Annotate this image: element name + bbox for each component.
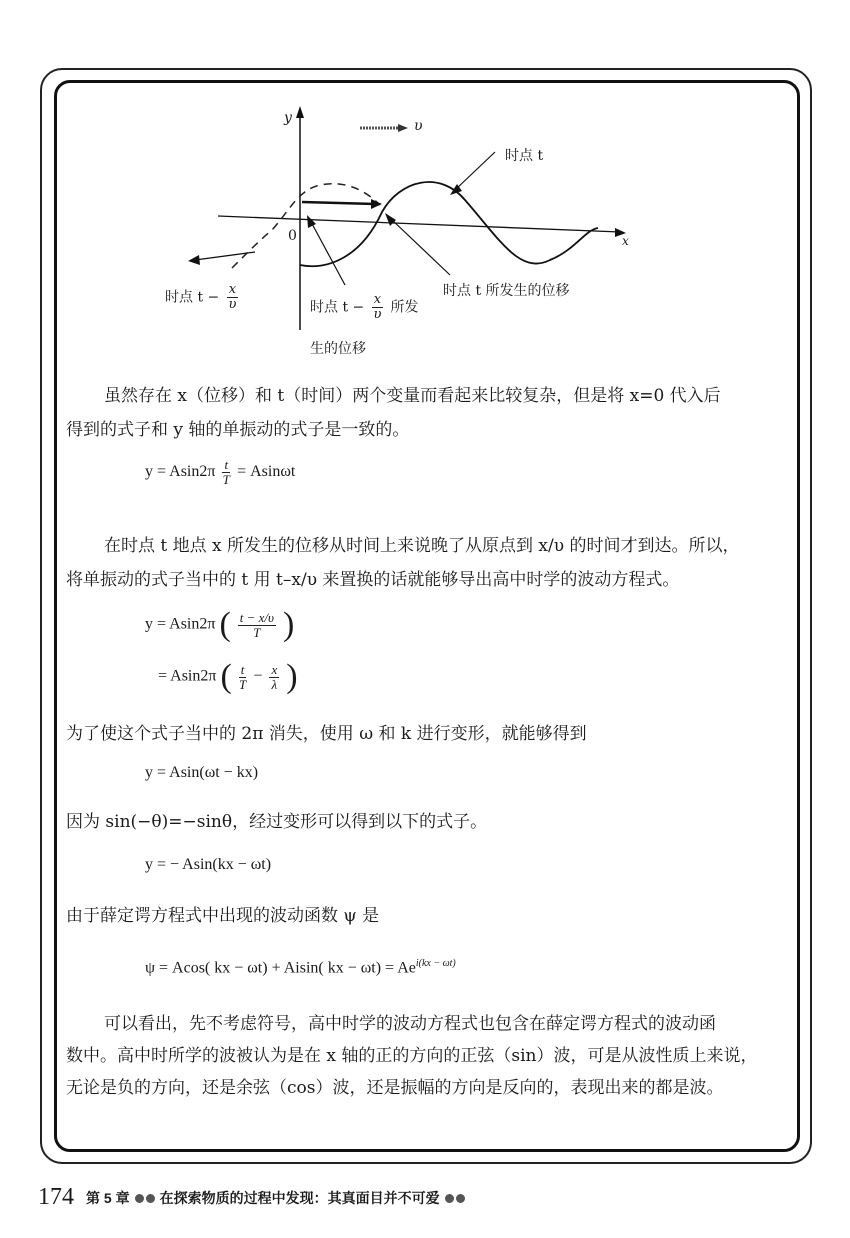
fraction-x-over-v-left bbox=[227, 283, 238, 312]
chapter-prefix: 第 5 章 bbox=[86, 1189, 130, 1206]
origin-label: 0 bbox=[288, 228, 297, 244]
shift-arrow bbox=[302, 202, 375, 204]
eq3-lhs: = Asin2π bbox=[158, 667, 217, 685]
chapter-title: 在探索物质的过程中发现：其真面目并不可爱 bbox=[159, 1189, 440, 1206]
pointer-shift-mid-head bbox=[307, 215, 316, 228]
label-time-shift-mid-text: 时点 t − bbox=[310, 299, 365, 316]
eq3-fraction-2 bbox=[269, 663, 279, 692]
eq1-lhs: y = Asin2π bbox=[145, 463, 216, 481]
shift-arrowhead bbox=[371, 199, 382, 209]
eq1-frac-den: T bbox=[222, 472, 230, 487]
eq6-main: ψ = Acos( kx − ωt) + Aisin( kx − ωt) = Ae bbox=[145, 959, 416, 977]
wave-curve-time-t bbox=[300, 182, 598, 266]
velocity-arrowhead bbox=[398, 124, 408, 132]
eq3-close-paren: ) bbox=[286, 658, 298, 695]
wave-curve-shifted bbox=[232, 184, 380, 268]
frac-den-mid: υ bbox=[373, 307, 382, 322]
left-arrowhead bbox=[188, 255, 200, 265]
equation-5: y = − Asin(kx − ωt) bbox=[145, 856, 272, 873]
paragraph-3: 为了使这个式子当中的 2π 消失，使用 ω 和 k 进行变形，就能够得到 bbox=[66, 724, 587, 744]
eq3-open-paren: ( bbox=[220, 658, 232, 695]
page-footer bbox=[38, 1184, 466, 1211]
velocity-label: υ bbox=[414, 118, 423, 134]
eq1-frac-num: t bbox=[224, 457, 229, 472]
x-axis bbox=[218, 216, 620, 232]
label-time-shift-mid bbox=[310, 293, 419, 322]
paragraph-2-line-1: 在时点 t 地点 x 所发生的位移从时间上来说晚了从原点到 x/υ 的时间才到达。所以， bbox=[104, 536, 740, 556]
paragraph-5: 由于薛定谔方程式中出现的波动函数 ψ 是 bbox=[66, 906, 380, 926]
paragraph-6-line-2: 数中。高中时所学的波被认为是在 x 轴的正的方向的正弦（sin）波，可是从波性质上来说， bbox=[66, 1046, 758, 1066]
pointer-shift-mid bbox=[310, 220, 345, 285]
eq3-frac2-num: x bbox=[271, 661, 278, 677]
left-arrow bbox=[195, 252, 255, 260]
eq2-frac-num: t − x/υ bbox=[239, 609, 275, 625]
eq3-frac2-den: λ bbox=[271, 676, 278, 692]
paragraph-1-line-1: 虽然存在 x（位移）和 t（时间）两个变量而看起来比较复杂，但是将 x=0 代入后 bbox=[104, 386, 721, 406]
pointer-displacement-head bbox=[385, 213, 396, 226]
eq2-lhs: y = Asin2π bbox=[145, 615, 216, 633]
eq2-frac-den: T bbox=[253, 624, 261, 640]
paragraph-4: 因为 sin(−θ)=−sinθ，经过变形可以得到以下的式子。 bbox=[66, 812, 488, 832]
y-axis-arrow bbox=[296, 106, 304, 118]
dots-icon-left bbox=[134, 1188, 156, 1207]
equation-4: y = Asin(ωt − kx) bbox=[145, 764, 259, 781]
equation-2 bbox=[145, 608, 294, 642]
eq3-fraction-1 bbox=[239, 663, 247, 692]
eq3-frac1-den: T bbox=[238, 676, 247, 692]
equation-3 bbox=[158, 660, 298, 694]
pointer-displacement bbox=[390, 218, 450, 275]
eq6-exponent: i(kx − ωt) bbox=[415, 958, 456, 969]
paragraph-2-line-2: 将单振动的式子当中的 t 用 t–x/υ 来置换的话就能够导出高中时学的波动方程式。 bbox=[66, 570, 680, 590]
eq3-frac1-num: t bbox=[240, 661, 245, 677]
label-time-shift-mid-line2: 生的位移 bbox=[310, 341, 366, 357]
label-time-shift-left bbox=[165, 283, 241, 312]
page-number: 174 bbox=[38, 1184, 74, 1210]
fraction-x-over-v-mid bbox=[372, 293, 383, 322]
x-axis-label: x bbox=[622, 234, 629, 248]
eq1-rhs: = Asinωt bbox=[237, 463, 296, 481]
eq2-fraction bbox=[238, 611, 276, 640]
label-time-t: 时点 t bbox=[505, 148, 544, 164]
frac-num-mid: x bbox=[373, 292, 382, 307]
label-time-shift-left-text: 时点 t − bbox=[165, 289, 220, 306]
label-time-shift-mid-suffix: 所发 bbox=[390, 299, 419, 316]
y-axis-label: y bbox=[284, 110, 292, 126]
label-displacement: 时点 t 所发生的位移 bbox=[443, 283, 570, 299]
dots-icon-right bbox=[444, 1188, 466, 1207]
paragraph-6-line-1: 可以看出，先不考虑符号，高中时学的波动方程式也包含在薛定谔方程式的波动函 bbox=[104, 1014, 716, 1034]
eq3-minus: − bbox=[253, 667, 263, 685]
frac-den-left: υ bbox=[228, 297, 237, 312]
eq2-close-paren: ) bbox=[283, 606, 295, 643]
pointer-time-t bbox=[455, 152, 495, 190]
paragraph-6-line-3: 无论是负的方向，还是余弦（cos）波，还是振幅的方向是反向的，表现出来的都是波。 bbox=[66, 1078, 724, 1098]
equation-6 bbox=[145, 958, 456, 977]
frac-num-left: x bbox=[228, 282, 237, 297]
eq1-fraction bbox=[222, 458, 230, 487]
paragraph-1-line-2: 得到的式子和 y 轴的单振动的式子是一致的。 bbox=[66, 420, 410, 440]
equation-1 bbox=[145, 458, 295, 487]
wave-figure bbox=[150, 100, 650, 360]
eq2-open-paren: ( bbox=[219, 606, 231, 643]
